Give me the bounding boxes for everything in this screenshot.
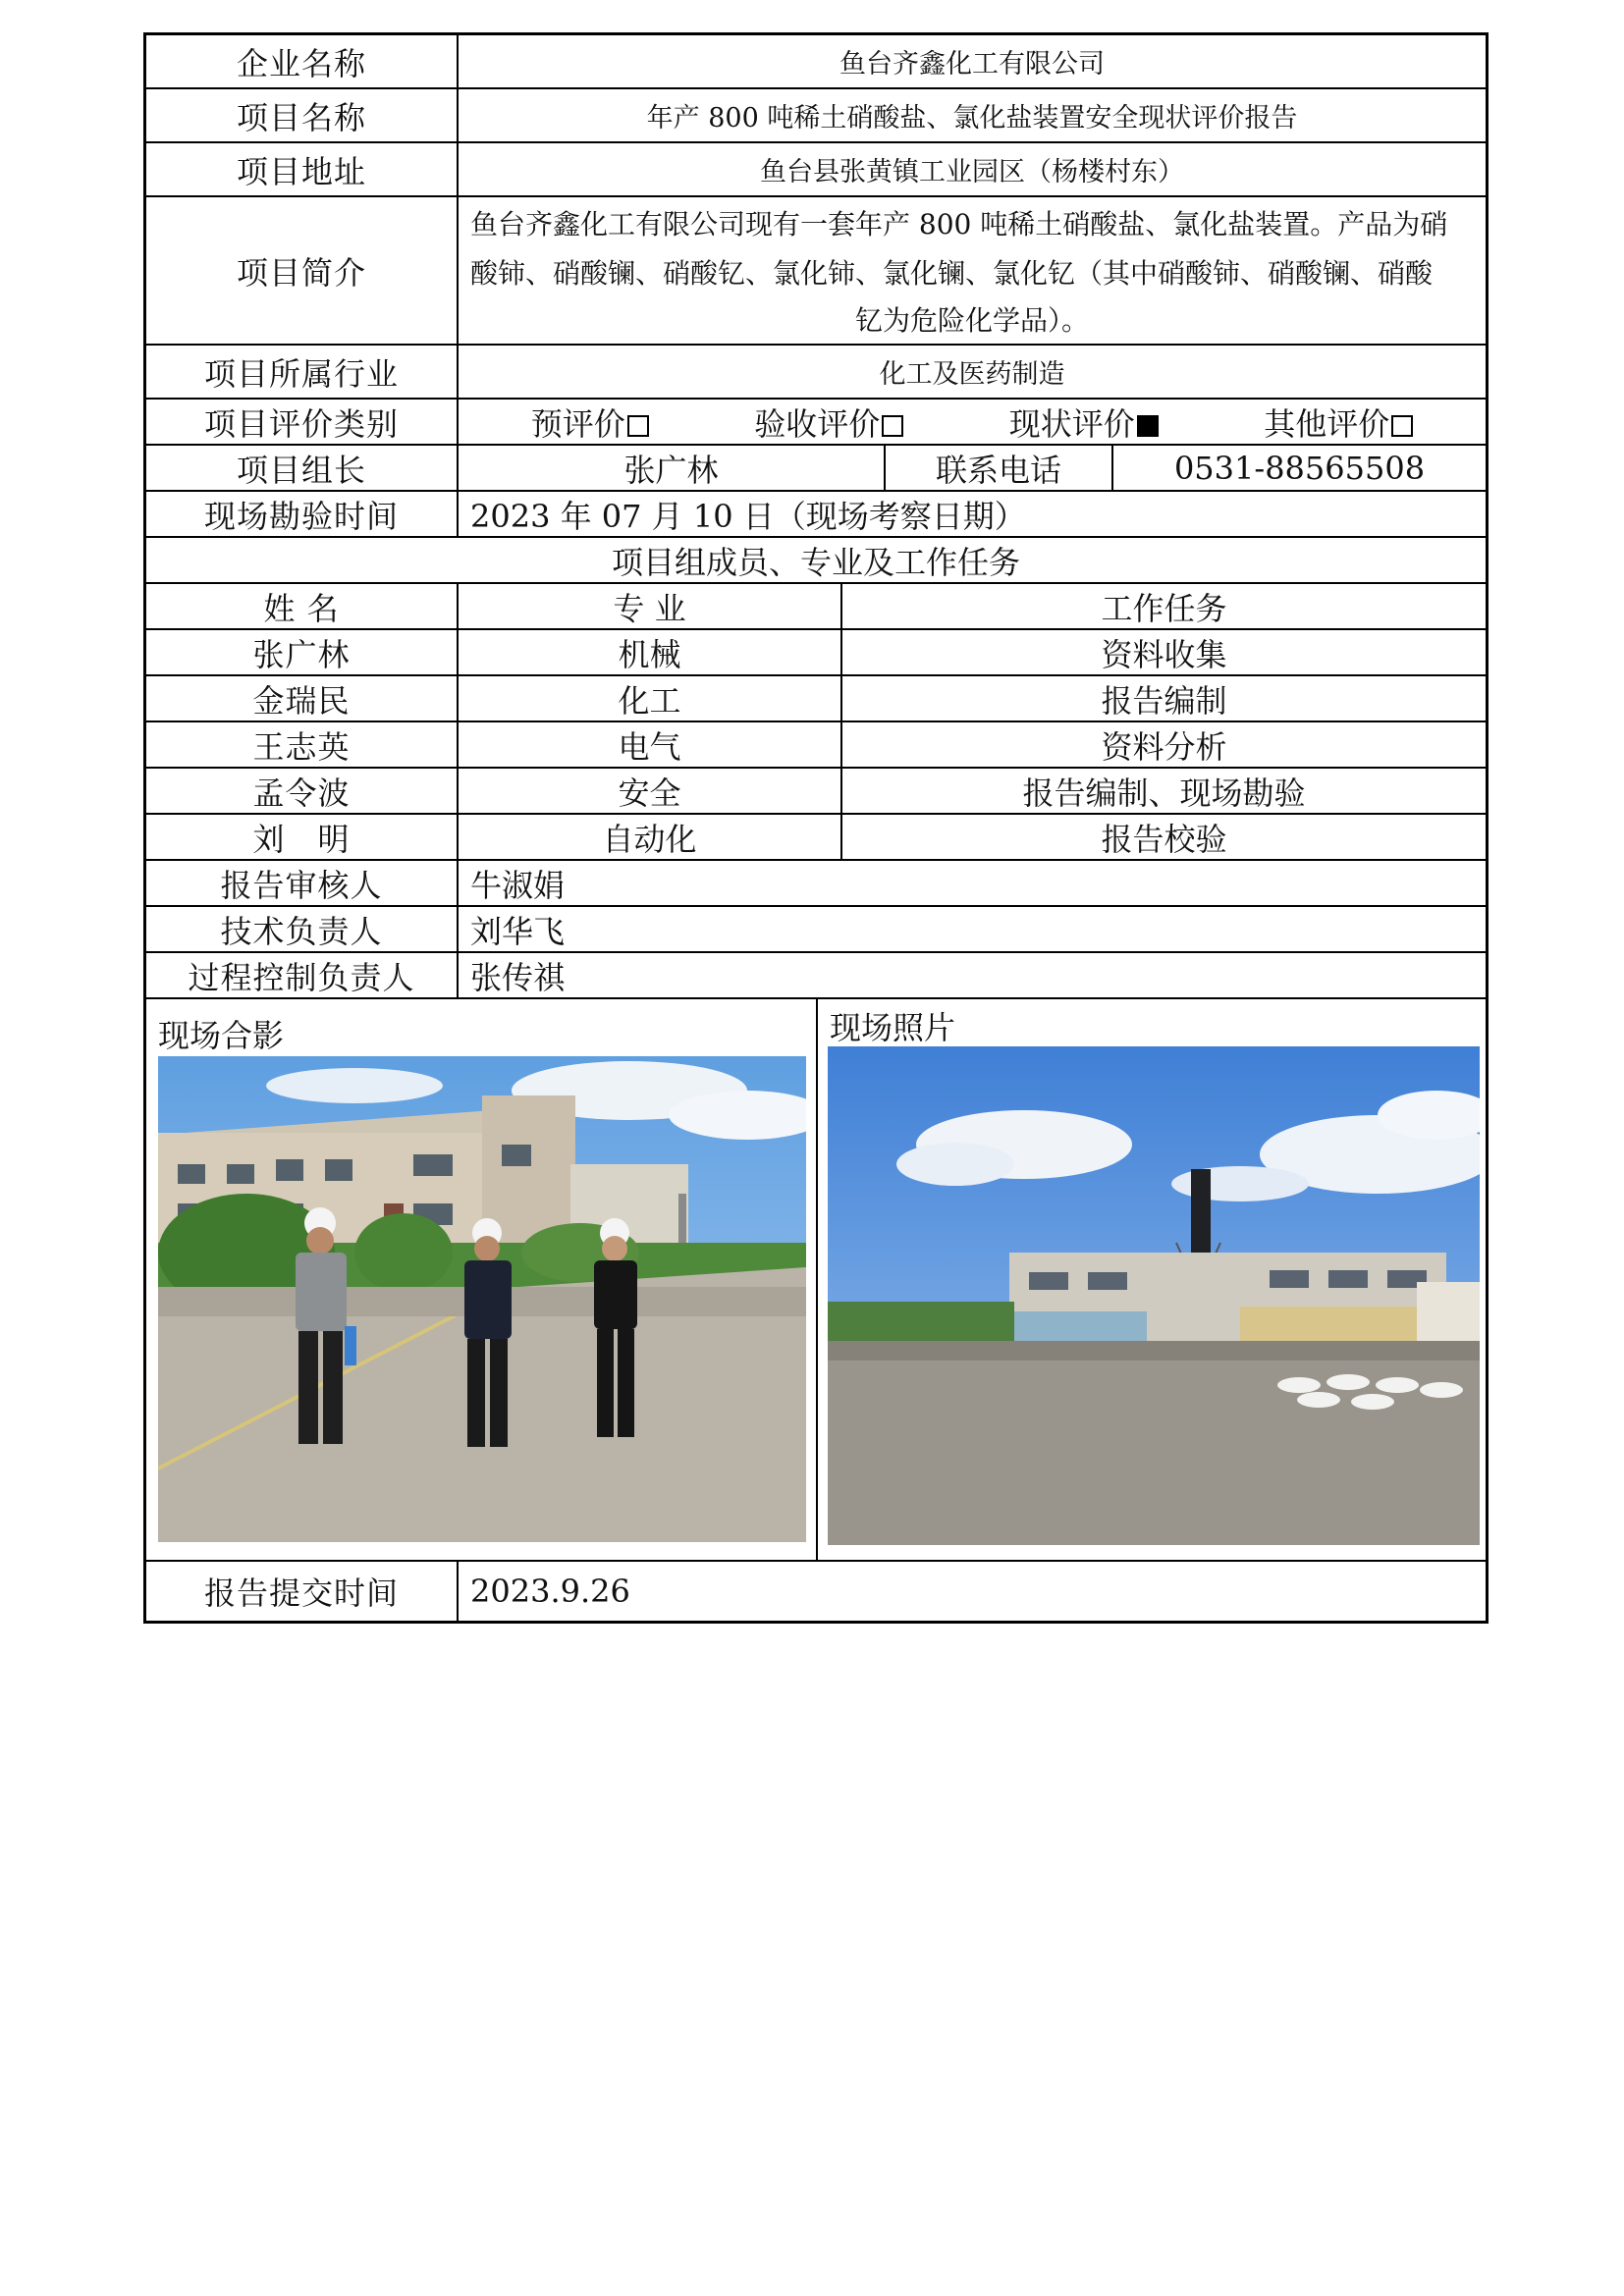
table-row [146,722,1486,769]
industry-value: 化工及医药制造 [879,359,1065,390]
row-survey-time [146,492,1486,538]
option-other-evaluation[interactable]: 其他评价 [1264,400,1413,445]
row-project-address [146,143,1486,197]
member-name: 刘 明 [146,815,459,859]
row-tech-lead [146,907,1486,953]
reviewer-value: 牛淑娟 [470,866,566,904]
group-photo-caption: 现场合影 [158,1017,285,1054]
intro-line-1: 鱼台齐鑫化工有限公司现有一套年产 800 吨稀土硝酸盐、氯化盐装置。产品为硝 [470,208,1448,240]
group-photo [158,1056,806,1542]
group-photo-cell [146,999,818,1560]
submit-time-label: 报告提交时间 [146,1562,459,1621]
option-pre-evaluation[interactable]: 预评价 [531,400,649,445]
member-name: 孟令波 [146,769,459,813]
checkbox-empty-icon [1391,415,1413,437]
table-row [146,676,1486,722]
intro-line-3: 钇为危险化学品）。 [854,304,1089,337]
project-intro-value [459,197,1486,344]
member-task: 报告校验 [1101,820,1227,858]
member-name: 王志英 [146,722,459,767]
member-name: 张广林 [146,630,459,674]
row-project-intro [146,197,1486,346]
photos-row [146,999,1486,1562]
row-team-leader [146,446,1486,492]
tech-lead-value: 刘华飞 [470,912,566,950]
member-specialty: 化工 [459,676,842,721]
row-reviewer [146,861,1486,907]
option-status-evaluation[interactable]: 现状评价 [1009,400,1159,445]
member-task: 报告编制、现场勘验 [1022,774,1306,812]
member-specialty: 自动化 [459,815,842,859]
member-specialty: 电气 [459,722,842,767]
industry-label: 项目所属行业 [146,346,459,398]
row-company [146,35,1486,89]
checkbox-filled-icon [1137,415,1159,437]
row-industry [146,346,1486,400]
table-row [146,815,1486,861]
checkbox-empty-icon [627,415,649,437]
team-section-title: 项目组成员、专业及工作任务 [611,543,1020,581]
row-eval-category [146,400,1486,446]
site-photo-cell [818,999,1486,1560]
row-team-section-title [146,538,1486,584]
row-project-name [146,89,1486,143]
phone-label: 联系电话 [886,446,1113,490]
eval-category-options [459,400,1486,444]
table-row [146,630,1486,676]
survey-time-value: 2023 年 07 月 10 日（现场考察日期） [470,497,1026,535]
member-specialty: 机械 [459,630,842,674]
member-task: 资料收集 [1101,635,1227,673]
process-lead-value: 张传祺 [470,958,566,996]
team-leader-name: 张广林 [459,446,886,490]
option-acceptance-evaluation[interactable]: 验收评价 [754,400,903,445]
project-name-label: 项目名称 [146,89,459,141]
table-row [146,769,1486,815]
tech-lead-label: 技术负责人 [146,907,459,951]
report-page [143,32,1489,1624]
checkbox-empty-icon [882,415,903,437]
phone-value: 0531-88565508 [1173,449,1426,487]
submit-time-value: 2023.9.26 [470,1573,630,1610]
site-photo [828,1046,1480,1545]
header-task: 工作任务 [1101,589,1227,627]
header-name: 姓 名 [146,584,459,628]
project-address-label: 项目地址 [146,143,459,195]
member-name: 金瑞民 [146,676,459,721]
member-task: 报告编制 [1101,681,1227,720]
project-name-value: 年产 800 吨稀土硝酸盐、氯化盐装置安全现状评价报告 [646,103,1298,133]
company-value: 鱼台齐鑫化工有限公司 [839,49,1105,80]
project-intro-label: 项目简介 [146,197,459,344]
project-address-value: 鱼台县张黄镇工业园区（杨楼村东） [760,157,1184,187]
row-process-lead [146,953,1486,999]
row-submit-time [146,1562,1486,1621]
process-lead-label: 过程控制负责人 [146,953,459,997]
intro-line-2: 酸铈、硝酸镧、硝酸钇、氯化铈、氯化镧、氯化钇（其中硝酸铈、硝酸镧、硝酸 [470,257,1434,290]
company-label: 企业名称 [146,35,459,87]
member-specialty: 安全 [459,769,842,813]
site-photo-caption: 现场照片 [830,1009,956,1046]
reviewer-label: 报告审核人 [146,861,459,905]
project-info-form [143,32,1489,1624]
team-leader-label: 项目组长 [146,446,459,490]
header-specialty: 专 业 [459,584,842,628]
team-table-header [146,584,1486,630]
survey-time-label: 现场勘验时间 [146,492,459,536]
eval-category-label: 项目评价类别 [146,400,459,444]
member-task: 资料分析 [1101,727,1227,766]
